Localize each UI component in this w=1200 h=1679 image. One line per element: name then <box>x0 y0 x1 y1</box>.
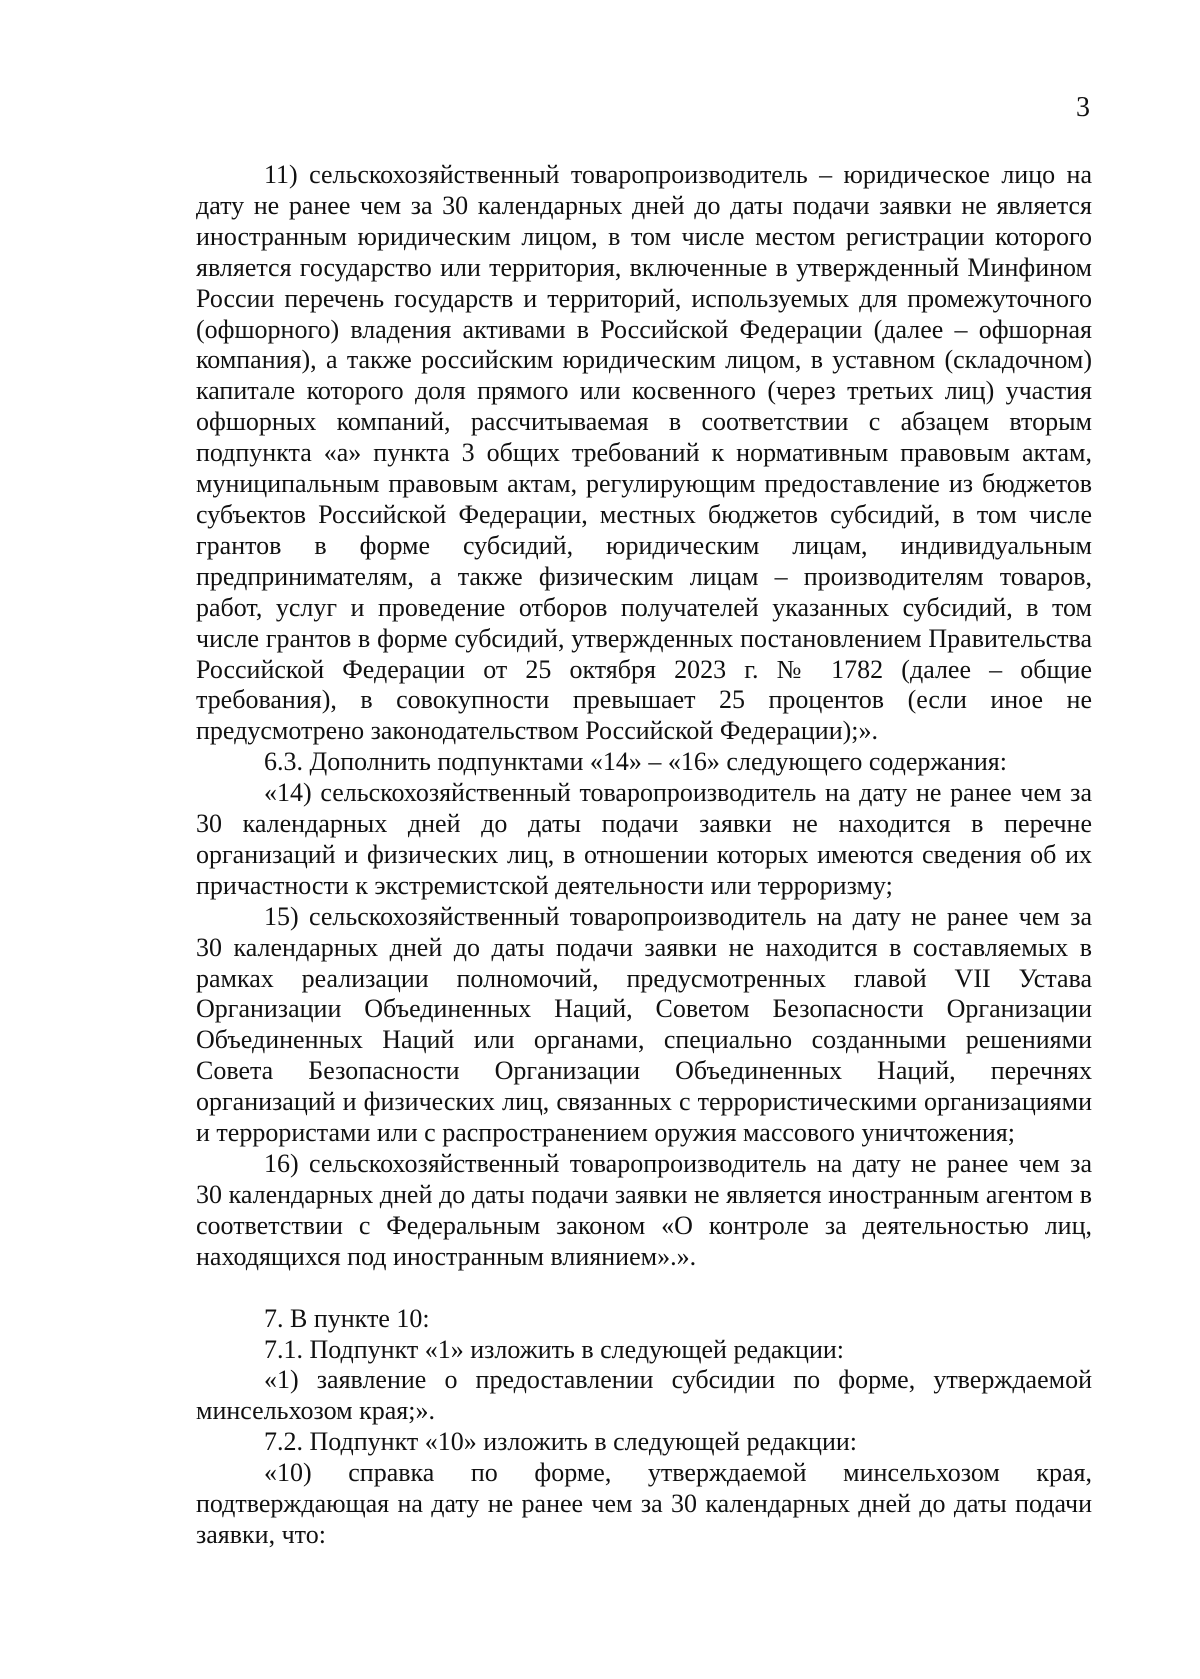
page-number: 3 <box>1076 92 1090 123</box>
paragraph-subitem-16: 16) сельскохозяйственный товаропроизводитель на дату не ранее чем за 30 календарных дней до даты подачи заявки не является иностранным агентом в соответствии с Федеральным законом «О контроле за деятельностью лиц, находящихся под иностранным влиянием».». <box>196 1149 1092 1271</box>
paragraph-subitem-1: «1) заявление о предоставлении субсидии по форме, утверждаемой минсельхозом края;». <box>196 1365 1092 1426</box>
paragraph-subitem-10: «10) справка по форме, утверждаемой минсельхозом края, подтверждающая на дату не ранее чем за 30 календарных дней до даты подачи заявки, что: <box>196 1458 1092 1549</box>
paragraph-item-7: 7. В пункте 10: <box>264 1303 430 1333</box>
paragraph-item-7-2: 7.2. Подпункт «10» изложить в следующей редакции: <box>264 1427 858 1457</box>
paragraph-subitem-14: «14) сельскохозяйственный товаропроизводитель на дату не ранее чем за 30 календарных дней до даты подачи заявки не находится в перечне организаций и физических лиц, в отношении которых имеются сведения об их причастности к экстремистской деятельности или терроризму; <box>196 778 1092 900</box>
paragraph-subitem-11: 11) сельскохозяйственный товаропроизводитель – юридическое лицо на дату не ранее чем за 30 календарных дней до даты подачи заявки не является иностранным юридическим лицом, в том числе местом регистрации которого является государство или территория, включенные в утвержденный Минфином России перечень государств и территорий, используемых для промежуточного (офшорного) владения активами в Российской Федерации (далее – офшорная компания), а также российским юридическим лицом, в уставном (складочном) капитале которого доля прямого или косвенного (через третьих лиц) участия офшорных компаний, рассчитываемая в соответствии с абзацем вторым подпункта «а» пункта 3 общих требований к нормативным правовым актам, муниципальным правовым актам, регулирующим предоставление из бюджетов субъектов Российской Федерации, местных бюджетов субсидий, в том числе грантов в форме субсидий, юридическим лицам, индивидуальным предпринимателям, а также физическим лицам – производителям товаров, работ, услуг и проведение отборов получателей указанных субсидий, в том числе грантов в форме субсидий, утвержденных постановлением Правительства Российской Федерации от 25 октября 2023 г. № 1782 (далее – общие требования), в совокупности превышает 25 процентов (если иное не предусмотрено законодательством Российской Федерации);». <box>196 160 1092 746</box>
paragraph-subitem-15: 15) сельскохозяйственный товаропроизводитель на дату не ранее чем за 30 календарных дней до даты подачи заявки не находится в составляемых в рамках реализации полномочий, предусмотренных главой VII Устава Организации Объединенных Наций, Советом Безопасности Организации Объединенных Наций или органами, специально созданными решениями Совета Безопасности Организации Объединенных Наций, перечнях организаций и физических лиц, связанных с террористическими организациями и террористами или с распространением оружия массового уничтожения; <box>196 901 1092 1148</box>
paragraph-item-6-3: 6.3. Дополнить подпунктами «14» – «16» следующего содержания: <box>264 747 1007 777</box>
paragraph-item-7-1: 7.1. Подпункт «1» изложить в следующей редакции: <box>264 1334 845 1364</box>
document-body <box>196 160 1092 1551</box>
